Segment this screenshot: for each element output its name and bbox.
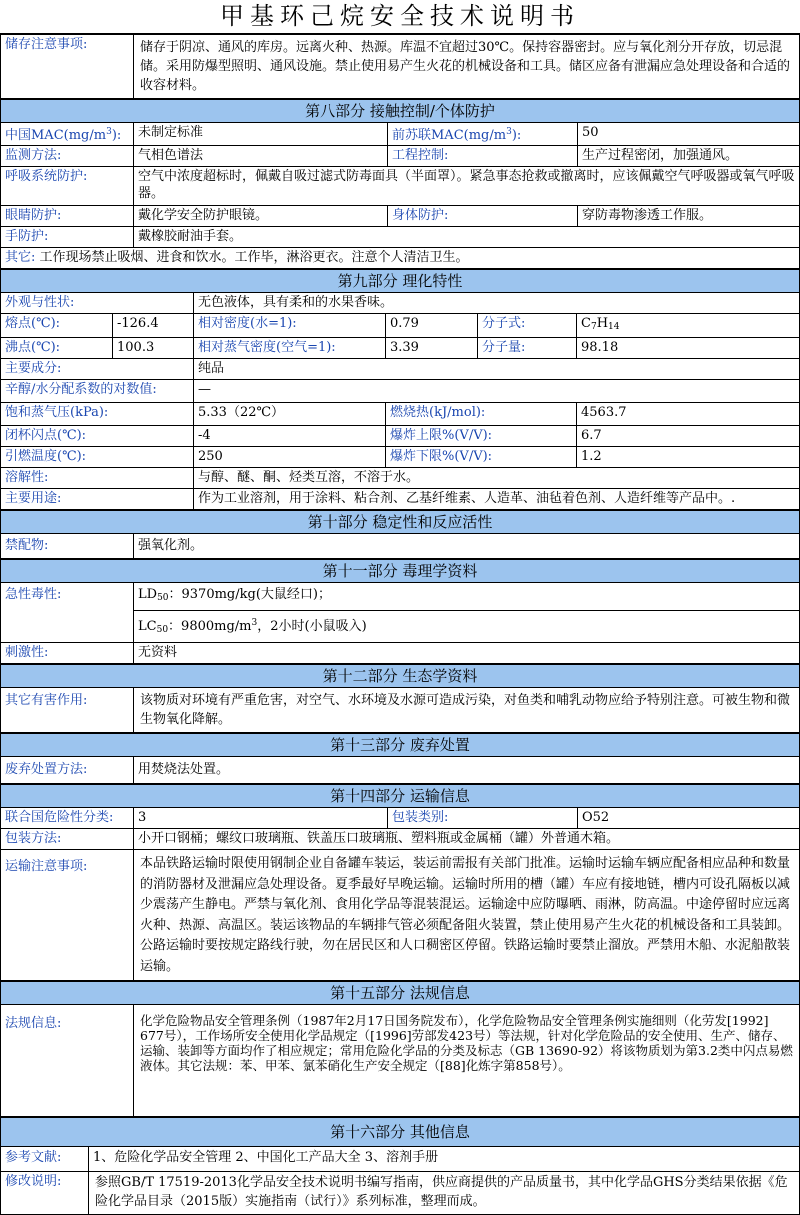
- packing-category-label: 包装类别:: [388, 808, 578, 829]
- monitor-value: 气相色谱法: [134, 146, 388, 167]
- other-protection-row: 其它: 工作现场禁止吸烟、进食和饮水。工作毕，淋浴更衣。注意个人清洁卫生。: [1, 248, 800, 269]
- references-value: 1、危险化学品安全管理 2、中国化工产品大全 3、溶剂手册: [89, 1147, 800, 1172]
- section-16-table: [0, 1117, 800, 1215]
- section-11-heading: 第十一部分 毒理学资料: [1, 560, 800, 583]
- section-16-heading: 第十六部分 其他信息: [1, 1118, 800, 1147]
- upper-explosive-limit-value: 6.7: [577, 426, 800, 447]
- irritation-value: 无资料: [134, 643, 800, 664]
- body-protection-value: 穿防毒物渗透工作服。: [578, 206, 800, 227]
- acute-toxicity-label: 急性毒性:: [1, 583, 134, 643]
- revision-notes-value: 参照GB/T 17519-2013化学品安全技术说明书编写指南，供应商提供的产品质量书，其中化学品GHS分类结果依据《危险化学品目录（2015版）实施指南（试行）》系列标准，整理而成。: [89, 1172, 800, 1215]
- hand-protection-value: 戴橡胶耐油手套。: [134, 227, 800, 248]
- storage-table: [0, 34, 800, 99]
- section-10-heading: 第十部分 稳定性和反应活性: [1, 511, 800, 534]
- regulation-label: 法规信息:: [1, 1005, 134, 1117]
- revision-notes-label: 修改说明:: [1, 1172, 89, 1215]
- un-class-label: 联合国危险性分类:: [1, 808, 134, 829]
- ignition-temp-label: 引燃温度(℃):: [1, 447, 194, 468]
- disposal-method-label: 废弃处置方法:: [1, 757, 134, 784]
- incompatible-label: 禁配物:: [1, 534, 134, 559]
- section-12-table: [0, 664, 800, 733]
- body-protection-label: 身体防护:: [388, 206, 578, 227]
- other-hazard-label: 其它有害作用:: [1, 688, 134, 733]
- log-kow-value: —: [194, 380, 800, 403]
- other-hazard-value: 该物质对环境有严重危害，对空气、水环境及水源可造成污染，对鱼类和哺乳动物应给予特别注意。可被生物和微生物氧化降解。: [134, 688, 800, 733]
- appearance-label: 外观与性状:: [1, 293, 194, 314]
- section-8-table: [0, 99, 800, 269]
- storage-label: 储存注意事项:: [1, 35, 134, 99]
- main-use-label: 主要用途:: [1, 489, 194, 510]
- mac-su-value: 50: [578, 123, 800, 146]
- flash-point-label: 闭杯闪点(℃):: [1, 426, 194, 447]
- vapor-pressure-label: 饱和蒸气压(kPa):: [1, 403, 194, 426]
- un-class-value: 3: [134, 808, 388, 829]
- resp-protection-label: 呼吸系统防护:: [1, 167, 134, 206]
- composition-label: 主要成分:: [1, 359, 194, 380]
- lc50-value: $LC_{50}$：$9800mg/m^3$，2小时(小鼠吸入): [134, 611, 800, 643]
- heat-of-combustion-value: 4563.7: [577, 403, 800, 426]
- solubility-label: 溶解性:: [1, 468, 194, 489]
- section-8-heading: 第八部分 接触控制/个体防护: [1, 100, 800, 123]
- resp-protection-value: 空气中浓度超标时，佩戴自吸过滤式防毒面具（半面罩）。紧急事态抢救或撤离时，应该佩戴空气呼吸器或氧气呼吸器。: [134, 167, 800, 206]
- boiling-point-label: 沸点(℃):: [1, 338, 113, 359]
- main-use-value: 作为工业溶剂，用于涂料、粘合剂、乙基纤维素、人造革、油毡着色剂、人造纤维等产品中。.: [194, 489, 800, 510]
- section-14-table: [0, 784, 800, 981]
- rel-density-air-value: 3.39: [386, 338, 478, 359]
- transport-notes-label: 运输注意事项:: [1, 850, 134, 981]
- molecular-weight-label: 分子量:: [478, 338, 577, 359]
- section-9-heading: 第九部分 理化特性: [1, 270, 800, 293]
- log-kow-label: 辛醇/水分配系数的对数值:: [1, 380, 194, 403]
- solubility-value: 与醇、醚、酮、烃类互溶，不溶于水。: [194, 468, 800, 489]
- composition-value: 纯品: [194, 359, 800, 380]
- appearance-value: 无色液体，具有柔和的水果香味。: [194, 293, 800, 314]
- packing-method-value: 小开口钢桶；螺纹口玻璃瓶、铁盖压口玻璃瓶、塑料瓶或金属桶（罐）外普通木箱。: [134, 829, 800, 850]
- hand-protection-label: 手防护:: [1, 227, 134, 248]
- mac-cn-label: 中国$MAC(mg/m^3)$:: [1, 123, 134, 146]
- storage-value: 储存于阴凉、通风的库房。远离火种、热源。库温不宜超过30℃。保持容器密封。应与氧化剂分开存放，切忌混储。采用防爆型照明、通风设施。禁止使用易产生火花的机械设备和工具。储区应备有泄漏应急处理设备和合适的收容材料。: [134, 35, 800, 99]
- packing-method-label: 包装方法:: [1, 829, 134, 850]
- section-15-table: [0, 981, 800, 1117]
- formula-label: 分子式:: [478, 314, 577, 338]
- molecular-weight-value: 98.18: [577, 338, 800, 359]
- eye-protection-label: 眼睛防护:: [1, 206, 134, 227]
- section-13-heading: 第十三部分 废弃处置: [1, 734, 800, 757]
- section-11-table: [0, 559, 800, 664]
- formula-value: $C_7H_{14}$: [577, 314, 800, 338]
- document-title: 甲基环己烷安全技术说明书: [0, 0, 800, 34]
- section-15-heading: 第十五部分 法规信息: [1, 982, 800, 1005]
- irritation-label: 刺激性:: [1, 643, 134, 664]
- rel-density-water-value: 0.79: [386, 314, 478, 338]
- lower-explosive-limit-label: 爆炸下限%(V/V):: [386, 447, 577, 468]
- mac-su-label: 前苏联$MAC(mg/m^3)$:: [388, 123, 578, 146]
- heat-of-combustion-label: 燃烧热(kJ/mol):: [386, 403, 577, 426]
- eye-protection-value: 戴化学安全防护眼镜。: [134, 206, 388, 227]
- section-12-heading: 第十二部分 生态学资料: [1, 665, 800, 688]
- rel-density-air-label: 相对蒸气密度(空气=1):: [194, 338, 386, 359]
- disposal-method-value: 用焚烧法处置。: [134, 757, 800, 784]
- transport-notes-value: 本品铁路运输时限使用钢制企业自备罐车装运，装运前需报有关部门批准。运输时运输车辆应配备相应品种和数量的消防器材及泄漏应急处理设备。夏季最好早晚运输。运输时所用的槽（罐）车应有接地链，槽内可设孔隔板以减少震荡产生静电。严禁与氧化剂、食用化学品等混装混运。运输途中应防曝晒、雨淋，防高温。中途停留时应远离火种、热源、高温区。装运该物品的车辆排气管必须配备阻火装置，禁止使用易产生火花的机械设备和工具装卸。公路运输时要按规定路线行驶，勿在居民区和人口稠密区停留。铁路运输时要禁止溜放。严禁用木船、水泥船散装运输。: [134, 850, 800, 981]
- section-14-heading: 第十四部分 运输信息: [1, 785, 800, 808]
- regulation-value: 化学危险物品安全管理条例（1987年2月17日国务院发布），化学危险物品安全管理条例实施细则（化劳发[1992] 677号），工作场所安全使用化学品规定（[1996]劳部发423号）等法规，针对化学危险品的安全使用、生产、储存、运输、装卸等方面均作了相应规定；常用危险化学品的分类及标志（GB 13690-92）将该物质划为第3.2类中闪点易燃液体。其它法规：苯、甲苯、氯苯硝化生产安全规定（[88]化炼字第858号）。: [134, 1005, 800, 1117]
- mac-cn-value: 未制定标准: [134, 123, 388, 146]
- ignition-temp-value: 250: [194, 447, 386, 468]
- section-9-table: [0, 269, 800, 510]
- section-13-table: [0, 733, 800, 784]
- incompatible-value: 强氧化剂。: [134, 534, 800, 559]
- vapor-pressure-value: 5.33（22℃）: [194, 403, 386, 426]
- melting-point-value: -126.4: [113, 314, 194, 338]
- rel-density-water-label: 相对密度(水=1):: [194, 314, 386, 338]
- section-10-table: [0, 510, 800, 559]
- melting-point-label: 熔点(℃):: [1, 314, 113, 338]
- eng-control-label: 工程控制:: [388, 146, 578, 167]
- references-label: 参考文献:: [1, 1147, 89, 1172]
- packing-category-value: O52: [578, 808, 800, 829]
- lower-explosive-limit-value: 1.2: [577, 447, 800, 468]
- ld50-value: $LD_{50}$：9370mg/kg(大鼠经口)；: [134, 583, 800, 611]
- flash-point-value: -4: [194, 426, 386, 447]
- boiling-point-value: 100.3: [113, 338, 194, 359]
- upper-explosive-limit-label: 爆炸上限%(V/V):: [386, 426, 577, 447]
- eng-control-value: 生产过程密闭，加强通风。: [578, 146, 800, 167]
- monitor-label: 监测方法:: [1, 146, 134, 167]
